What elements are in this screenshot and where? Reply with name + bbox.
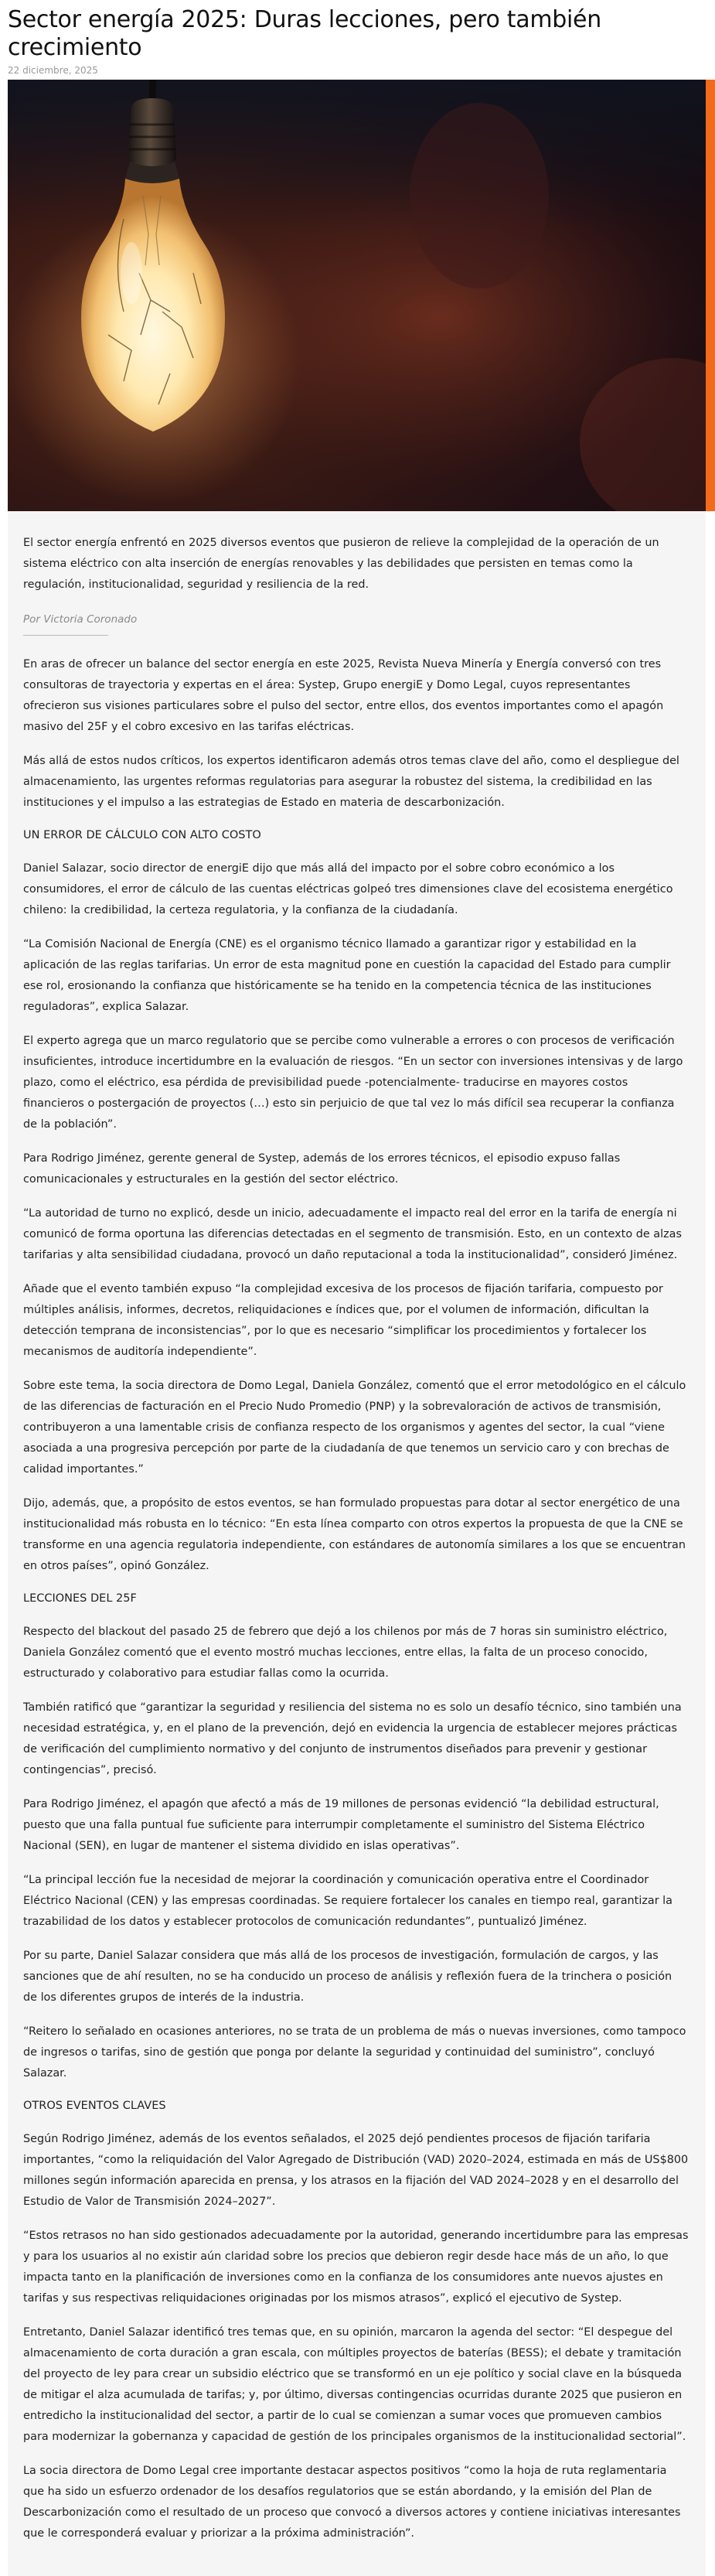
article-author: Por Victoria Coronado [23,613,138,626]
paragraph: También ratificó que “garantizar la seguridad y resiliencia del sistema no es solo un desafío técnico, sino también una necesidad estratégica, y, en el plano de la prevención, dejó en evidencia la urgencia de establecer mejores prácticas de verificación del cumplimiento normativo y del conjunto de instrumentos diseñados para prevenir y gestionar contingencias”, precisó. [23,1701,682,1776]
paragraph: Entretanto, Daniel Salazar identificó tres temas que, en su opinión, marcaron la agenda del sector: “El despegue del almacenamiento de corta duración a gran escala, con múltiples proyectos de baterías (BESS); el debate y tramitación del proyecto de ley para crear un subsidio eléctrico que se transformó en un eje político y social clave en la búsqueda de mitigar el alza acumulada de tarifas; y, por último, diversas contingencias ocurridas durante 2025 que pusieron en entredicho la institucionalidad del sector, a partir de lo cual se comienzan a sumar voces que promueven cambios para modernizar la gobernanza y capacidad de gestión de los principales organismos de la institucionalidad sectorial”. [23,2326,686,2443]
hero-lightbulb-image [8,80,706,511]
paragraph: En aras de ofrecer un balance del sector energía en este 2025, Revista Nueva Minería y Energía conversó con tres consultoras de trayectoria y expertas en el área: Systep, Grupo energiE y Domo Legal, cuyos representantes ofrecieron sus visiones particulares sobre el pulso del sector, entre ellos, dos eventos importantes como el apagón masivo del 25F y el cobro excesivo en las tarifas eléctricas. [23,658,664,733]
paragraph: Dijo, además, que, a propósito de estos eventos, se han formulado propuestas para dotar al sector energético de una institucionalidad más robusta en lo técnico: “En esta línea comparto con otros expertos la propuesta de que la CNE se transforme en una agencia regulatoria independiente, con estándares de autonomía similares a los que se encuentran en otros países”, opinó González. [23,1497,686,1572]
paragraph: Sobre este tema, la socia directora de Domo Legal, Daniela González, comentó que el error metodológico en el cálculo de las diferencias de facturación en el Precio Nudo Promedio (PNP) y la sobrevaloración de activos de transmisión, contribuyeron a una lamentable crisis de confianza respecto de los organismos y agentes del sector, la cual “viene asociada a una progresiva percepción por parte de la ciudadanía de que tenemos un servicio caro y con brechas de calidad importantes.” [23,1380,686,1476]
hero-accent-bar [706,80,715,511]
paragraph: “La principal lección fue la necesidad de mejorar la coordinación y comunicación operativa entre el Coordinador Eléctrico Nacional (CEN) y las empresas coordinadas. Se requiere fortalecer los canales en tiempo real, garantizar la trazabilidad de los datos y establecer protocolos de comunicación redundantes”, puntualizó Jiménez. [23,1874,673,1928]
article-lead: El sector energía enfrentó en 2025 diversos eventos que pusieron de relieve la complejidad de la operación de un sistema eléctrico con alta inserción de energías renovables y las debilidades que persisten en temas como la regulación, institucionalidad, seguridad y resiliencia de la red. [23,537,659,591]
paragraph: Respecto del blackout del pasado 25 de febrero que dejó a los chilenos por más de 7 horas sin suministro eléctrico, Daniela González comentó que el evento mostró muchas lecciones, entre ellas, la falta de un proceso conocido, estructurado y colaborativo para estudiar fallas como la ocurrida. [23,1626,668,1680]
paragraph: “La Comisión Nacional de Energía (CNE) es el organismo técnico llamado a garantizar rigor y estabilidad en la aplicación de las reglas tarifarias. Un error de esta magnitud pone en cuestión la capacidad del Estado para cumplir ese rol, erosionando la confianza que históricamente se ha tenido en la competencia técnica de las instituciones reguladoras”, explica Salazar. [23,938,671,1013]
section-heading: LECCIONES DEL 25F [23,1592,137,1605]
paragraph: “Estos retrasos no han sido gestionados adecuadamente por la autoridad, generando incertidumbre para las empresas y para los usuarios al no existir aún claridad sobre los precios que debieron regir desde hace más de un año, lo que impacta tanto en la planificación de inversiones como en la confianza de los consumidores ante nuevos ajustes en tarifas y sus respectivas reliquidaciones originadas por los mismos atrasos”, explicó el ejecutivo de Systep. [23,2230,689,2305]
paragraph: Según Rodrigo Jiménez, además de los eventos señalados, el 2025 dejó pendientes procesos de fijación tarifaria importantes, “como la reliquidación del Valor Agregado de Distribución (VAD) 2020–2024, estimada en más de US$800 millones según información aparecida en prensa, y los atrasos en la fijación del VAD 2024–2028 y en el desarrollo del Estudio de Valor de Transmisión 2024–2027”. [23,2133,689,2208]
hero-image-container [8,80,715,511]
article-header [0,0,715,76]
paragraph: “La autoridad de turno no explicó, desde un inicio, adecuadamente el impacto real del error en la tarifa de energía ni comunicó de forma oportuna las diferencias detectadas en el segmento de transmisión. Esto, en un contexto de alzas tarifarias y alta sensibilidad ciudadana, provocó un daño reputacional a toda la institucionalidad”, consideró Jiménez. [23,1207,682,1261]
author-divider [23,635,108,636]
paragraph: Para Rodrigo Jiménez, gerente general de Systep, además de los errores técnicos, el episodio expuso fallas comunicacionales y estructurales en la gestión del sector eléctrico. [23,1152,621,1186]
article-body [8,511,706,2576]
paragraph: Daniel Salazar, socio director de energiE dijo que más allá del impacto por el sobre cobro económico a los consumidores, el error de cálculo de las cuentas eléctricas golpeó tres dimensiones clave del ecosistema energético chileno: la credibilidad, la certeza regulatoria, y la confianza de la ciudadanía. [23,862,673,916]
paragraph: Añade que el evento también expuso “la complejidad excesiva de los procesos de fijación tarifaria, compuesto por múltiples análisis, informes, decretos, reliquidaciones e índices que, por el volumen de información, dificultan la detección temprana de inconsistencias”, por lo que es necesario “simplificar los procedimientos y fortalecer los mecanismos de auditoría independiente”. [23,1283,663,1358]
paragraph: La socia directora de Domo Legal cree importante destacar aspectos positivos “como la hoja de ruta reglamentaria que ha sido un esfuerzo ordenador de los desafíos regulatorios que se están abordando, y la emisión del Plan de Descarbonización como el resultado de un proceso que convocó a diversos actores y contiene iniciativas interesantes que le corresponderá evaluar y priorizar a la próxima administración”. [23,2465,681,2540]
paragraph: El experto agrega que un marco regulatorio que se percibe como vulnerable a errores o con procesos de verificación insuficientes, introduce incertidumbre en la evaluación de riesgos. “En un sector con inversiones intensivas y de largo plazo, como el eléctrico, esa pérdida de previsibilidad puede -potencialmente- traducirse en mayores costos financieros o postergación de proyectos (…) esto sin perjuicio de que tal vez lo más difícil sea recuperar la confianza de la población”. [23,1035,683,1131]
publish-date: 22 diciembre, 2025 [8,65,98,76]
section-heading: UN ERROR DE CÁLCULO CON ALTO COSTO [23,829,261,841]
section-heading: OTROS EVENTOS CLAVES [23,2100,166,2112]
paragraph: Por su parte, Daniel Salazar considera que más allá de los procesos de investigación, formulación de cargos, y las sanciones que de ahí resulten, no se ha conducido un proceso de análisis y reflexión fuera de la trinchera o posición de los diferentes grupos de interés de la industria. [23,1950,672,2004]
paragraph: Más allá de estos nudos críticos, los expertos identificaron además otros temas clave del año, como el despliegue del almacenamiento, las urgentes reformas regulatorias para asegurar la robustez del sistema, la credibilidad en las instituciones y el impulso a las estrategias de Estado en materia de descarbonización. [23,755,679,809]
paragraph: Para Rodrigo Jiménez, el apagón que afectó a más de 19 millones de personas evidenció “la debilidad estructural, puesto que una falla puntual fue suficiente para interrumpir completamente el suministro del Sistema Eléctrico Nacional (SEN), en lugar de mantener el sistema dividido en islas operativas”. [23,1798,659,1852]
paragraph: “Reitero lo señalado en ocasiones anteriores, no se trata de un problema de más o nuevas inversiones, como tampoco de ingresos o tarifas, sino de gestión que ponga por delante la seguridad y continuidad del suministro”, concluyó Salazar. [23,2025,686,2080]
page-title: Sector energía 2025: Duras lecciones, pero también crecimiento [8,6,601,61]
